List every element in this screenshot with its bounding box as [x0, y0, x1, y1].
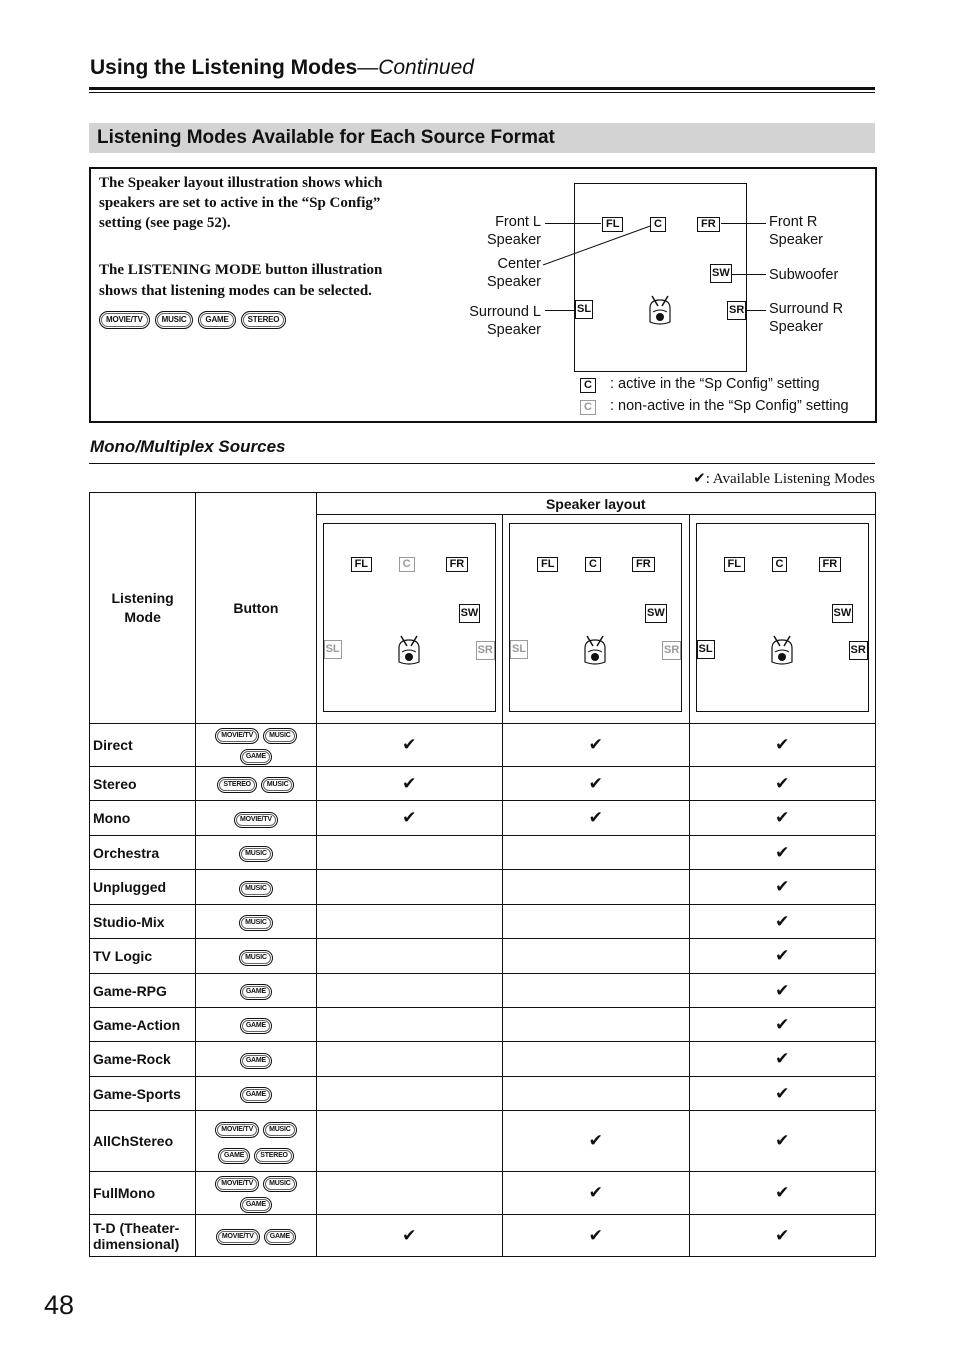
label-surround-r-line2: Speaker — [769, 319, 824, 335]
availability-cell-3 — [689, 724, 876, 767]
button-line — [196, 842, 315, 863]
music-button-icon: MUSIC — [263, 1122, 297, 1138]
availability-cell-1 — [316, 974, 502, 1008]
availability-cell-1 — [316, 1215, 502, 1257]
table-row — [90, 1172, 876, 1215]
button-line — [196, 1083, 315, 1104]
game-button-icon: GAME — [218, 1148, 250, 1164]
game-button-icon: GAME — [240, 1053, 272, 1069]
mini-room-diagram — [696, 523, 869, 712]
button-line — [196, 1118, 315, 1139]
mode-name: Stereo — [90, 767, 196, 801]
label-front-r — [769, 213, 823, 249]
stereo-button-icon: STEREO — [217, 777, 257, 793]
speaker-sr: SR — [662, 641, 681, 660]
availability-cell-2 — [503, 1111, 689, 1172]
speaker-layout-1 — [316, 515, 502, 724]
label-surround-l-line1: Surround L — [469, 304, 541, 320]
availability-cell-1 — [316, 939, 502, 974]
check-mark: ✔ — [402, 735, 417, 754]
mode-buttons — [196, 974, 316, 1008]
button-line — [196, 724, 315, 766]
mode-name: Unplugged — [90, 870, 196, 905]
availability-cell-1 — [316, 1008, 502, 1042]
speaker-sl: SL — [324, 640, 342, 659]
availability-cell-1 — [316, 870, 502, 905]
table-row — [90, 1008, 876, 1042]
mode-name: Game-Rock — [90, 1042, 196, 1077]
game-button-icon: GAME — [240, 1018, 272, 1034]
check-mark: ✔ — [775, 1225, 790, 1245]
availability-cell-2 — [503, 1042, 689, 1077]
button-line — [196, 1049, 315, 1070]
table-body — [90, 724, 876, 1257]
label-front-l-line1: Front L — [495, 214, 541, 230]
button-line — [196, 877, 315, 898]
speaker-fr: FR — [446, 557, 469, 572]
mode-name: Game-RPG — [90, 974, 196, 1008]
speaker-fl: FL — [537, 557, 558, 572]
mode-buttons — [196, 905, 316, 939]
mode-name: Mono — [90, 801, 196, 836]
speaker-fr: FR — [819, 557, 842, 572]
mode-buttons — [196, 939, 316, 974]
speaker-sl: SL — [575, 300, 593, 319]
mode-name: Game-Sports — [90, 1077, 196, 1111]
availability-cell-2 — [503, 974, 689, 1008]
game-button-icon: GAME — [240, 984, 272, 1000]
mode-name: TV Logic — [90, 939, 196, 974]
mode-name: FullMono — [90, 1172, 196, 1215]
availability-cell-3 — [689, 1042, 876, 1077]
availability-cell-1 — [316, 1111, 502, 1172]
availability-cell-3 — [689, 1215, 876, 1257]
availability-cell-3 — [689, 836, 876, 870]
header-rule-thin — [89, 92, 875, 93]
listener-icon — [769, 632, 795, 666]
section-title: Listening Modes Available for Each Source Format — [97, 127, 555, 148]
table-row — [90, 870, 876, 905]
legend-paragraph-2: The LISTENING MODE button illustration shows that listening modes can be selected. — [99, 262, 383, 299]
mode-buttons — [196, 1008, 316, 1042]
availability-cell-2 — [503, 767, 689, 801]
subheading-rule — [89, 463, 875, 464]
leader-surround-l — [545, 310, 575, 311]
label-surround-l-line2: Speaker — [486, 322, 541, 338]
check-mark: ✔ — [588, 773, 603, 793]
check-mark: ✔ — [588, 1183, 603, 1202]
speaker-layout-2 — [503, 515, 689, 724]
mode-buttons — [196, 1111, 316, 1172]
mode-name: Direct — [90, 724, 196, 767]
leader-surround-r — [746, 310, 766, 311]
key-inactive-symbol: C — [580, 400, 596, 415]
availability-cell-2 — [503, 1008, 689, 1042]
check-mark: ✔ — [402, 808, 417, 827]
availability-cell-2 — [503, 939, 689, 974]
movie-tv-button-icon: MOVIE/TV — [99, 311, 150, 329]
table-row — [90, 905, 876, 939]
key-active-symbol: C — [580, 378, 596, 393]
speaker-room-diagram — [574, 183, 747, 372]
button-line — [196, 1014, 315, 1035]
mode-buttons — [196, 801, 316, 836]
label-subwoofer: Subwoofer — [769, 267, 839, 283]
speaker-sr: SR — [476, 641, 495, 660]
game-button-icon: GAME — [198, 311, 235, 329]
check-mark: ✔ — [775, 980, 790, 1000]
button-line — [196, 808, 315, 829]
mode-buttons — [196, 1042, 316, 1077]
mini-room-diagram — [509, 523, 682, 712]
header-speaker-layout: Speaker layout — [316, 493, 875, 515]
mini-room-diagram — [323, 523, 496, 712]
music-button-icon: MUSIC — [239, 881, 273, 897]
label-front-l-line2: Speaker — [486, 232, 541, 248]
check-mark: ✔ — [588, 808, 603, 827]
button-line — [196, 773, 315, 794]
table-row — [90, 939, 876, 974]
check-mark: ✔ — [775, 946, 790, 965]
speaker-fr: FR — [697, 217, 720, 232]
speaker-fl: FL — [724, 557, 745, 572]
music-button-icon: MUSIC — [239, 950, 273, 966]
speaker-sw: SW — [710, 264, 732, 283]
legend-paragraph-1: The Speaker layout illustration shows which speakers are set to active in the “Sp Config” setting (see page 52). — [99, 175, 383, 231]
mode-name: Game-Action — [90, 1008, 196, 1042]
mode-name: Studio-Mix — [90, 905, 196, 939]
movie-tv-button-icon: MOVIE/TV — [234, 812, 278, 828]
table-row — [90, 1077, 876, 1111]
mode-buttons — [196, 767, 316, 801]
check-mark: ✔ — [775, 773, 790, 793]
availability-cell-1 — [316, 724, 502, 767]
button-line — [196, 1172, 315, 1214]
listening-modes-table — [89, 492, 876, 1257]
availability-cell-3 — [689, 1172, 876, 1215]
page-number: 48 — [44, 1290, 75, 1320]
speaker-c: C — [650, 217, 666, 232]
availability-cell-3 — [689, 1008, 876, 1042]
movie-tv-button-icon: MOVIE/TV — [216, 1229, 260, 1245]
speaker-layout-3 — [689, 515, 876, 724]
speaker-c: C — [399, 557, 415, 572]
availability-cell-1 — [316, 1077, 502, 1111]
header-listening-mode-text: Listening Mode — [111, 590, 174, 625]
check-mark: ✔ — [775, 808, 790, 827]
legend-box — [89, 167, 877, 423]
check-mark: ✔ — [775, 842, 790, 862]
label-surround-r-line1: Surround R — [769, 301, 844, 317]
key-active-text: : active in the “Sp Config” setting — [610, 376, 820, 392]
availability-cell-1 — [316, 1172, 502, 1215]
available-note: ✔: Available Listening Modes — [693, 471, 875, 487]
table-row — [90, 724, 876, 767]
listener-icon — [396, 632, 422, 666]
speaker-sw: SW — [459, 604, 481, 623]
check-mark: ✔ — [588, 1225, 603, 1245]
speaker-sr: SR — [727, 301, 746, 320]
check-mark: ✔ — [775, 1183, 790, 1202]
mode-buttons — [196, 870, 316, 905]
availability-cell-1 — [316, 767, 502, 801]
availability-cell-3 — [689, 870, 876, 905]
availability-cell-2 — [503, 801, 689, 836]
legend-button-row — [99, 311, 286, 329]
availability-cell-1 — [316, 836, 502, 870]
availability-cell-2 — [503, 1172, 689, 1215]
check-mark: ✔ — [588, 1131, 603, 1150]
header-button: Button — [196, 493, 316, 724]
speaker-sw: SW — [645, 604, 667, 623]
speaker-sr: SR — [849, 641, 868, 660]
table-row — [90, 836, 876, 870]
availability-cell-3 — [689, 939, 876, 974]
availability-cell-3 — [689, 905, 876, 939]
label-center-line2: Speaker — [486, 274, 541, 290]
table-row — [90, 974, 876, 1008]
game-button-icon: GAME — [240, 1197, 272, 1213]
label-center-line1: Center — [497, 256, 541, 272]
music-button-icon: MUSIC — [239, 846, 273, 862]
speaker-c: C — [585, 557, 601, 572]
speaker-fl: FL — [602, 217, 623, 232]
mode-buttons — [196, 1215, 316, 1257]
speaker-fr: FR — [632, 557, 655, 572]
mode-buttons — [196, 724, 316, 767]
stereo-button-icon: STEREO — [254, 1148, 294, 1164]
availability-cell-2 — [503, 724, 689, 767]
check-mark: ✔ — [775, 877, 790, 896]
label-front-r-line1: Front R — [769, 214, 818, 230]
availability-cell-1 — [316, 905, 502, 939]
availability-cell-2 — [503, 836, 689, 870]
button-line — [196, 911, 315, 932]
label-surround-r — [769, 300, 843, 336]
check-mark: ✔ — [775, 1049, 790, 1068]
speaker-c: C — [772, 557, 788, 572]
listener-icon — [582, 632, 608, 666]
table-row — [90, 1042, 876, 1077]
button-line — [196, 980, 315, 1001]
speaker-sw: SW — [832, 604, 854, 623]
availability-cell-3 — [689, 1111, 876, 1172]
movie-tv-button-icon: MOVIE/TV — [215, 728, 259, 744]
music-button-icon: MUSIC — [155, 311, 194, 329]
header-continued: —Continued — [357, 56, 474, 79]
availability-cell-3 — [689, 974, 876, 1008]
availability-cell-1 — [316, 801, 502, 836]
button-line — [196, 1225, 315, 1246]
label-center — [459, 255, 541, 291]
table-row — [90, 801, 876, 836]
section-bar — [89, 123, 875, 153]
music-button-icon: MUSIC — [239, 915, 273, 931]
page-header — [90, 56, 474, 80]
check-mark: ✔ — [775, 911, 790, 931]
mode-buttons — [196, 1172, 316, 1215]
movie-tv-button-icon: MOVIE/TV — [215, 1122, 259, 1138]
check-mark: ✔ — [402, 773, 417, 793]
check-mark: ✔ — [775, 1083, 790, 1103]
availability-cell-2 — [503, 870, 689, 905]
check-mark: ✔ — [588, 735, 603, 754]
mode-name: T-D (Theater-dimensional) — [90, 1215, 196, 1257]
mode-name: Orchestra — [90, 836, 196, 870]
availability-cell-1 — [316, 1042, 502, 1077]
subheading: Mono/Multiplex Sources — [90, 437, 286, 456]
game-button-icon: GAME — [264, 1229, 296, 1245]
header-rule — [89, 87, 875, 90]
availability-cell-2 — [503, 1077, 689, 1111]
label-front-r-line2: Speaker — [769, 232, 824, 248]
table-row — [90, 1215, 876, 1257]
label-surround-l — [441, 303, 541, 339]
listener-icon — [647, 292, 673, 326]
header-title: Using the Listening Modes — [90, 56, 358, 79]
check-mark: ✔ — [775, 1014, 790, 1034]
availability-cell-3 — [689, 767, 876, 801]
mode-buttons — [196, 1077, 316, 1111]
speaker-sl: SL — [510, 640, 528, 659]
music-button-icon: MUSIC — [263, 728, 297, 744]
game-button-icon: GAME — [240, 1087, 272, 1103]
availability-cell-3 — [689, 1077, 876, 1111]
music-button-icon: MUSIC — [261, 777, 295, 793]
button-line — [196, 946, 315, 967]
label-front-l — [459, 213, 541, 249]
table-row — [90, 767, 876, 801]
speaker-sl: SL — [697, 640, 715, 659]
availability-cell-2 — [503, 1215, 689, 1257]
check-mark: ✔ — [775, 1131, 790, 1150]
movie-tv-button-icon: MOVIE/TV — [215, 1176, 259, 1192]
speaker-fl: FL — [351, 557, 372, 572]
header-listening-mode — [90, 493, 196, 724]
game-button-icon: GAME — [240, 749, 272, 765]
button-line — [196, 1144, 315, 1165]
music-button-icon: MUSIC — [263, 1176, 297, 1192]
availability-cell-2 — [503, 905, 689, 939]
key-inactive-text: : non-active in the “Sp Config” setting — [610, 398, 849, 414]
check-mark: ✔ — [402, 1225, 417, 1245]
stereo-button-icon: STEREO — [241, 311, 287, 329]
mode-buttons — [196, 836, 316, 870]
table-row — [90, 1111, 876, 1172]
mode-name: AllChStereo — [90, 1111, 196, 1172]
availability-cell-3 — [689, 801, 876, 836]
check-mark: ✔ — [775, 735, 790, 754]
